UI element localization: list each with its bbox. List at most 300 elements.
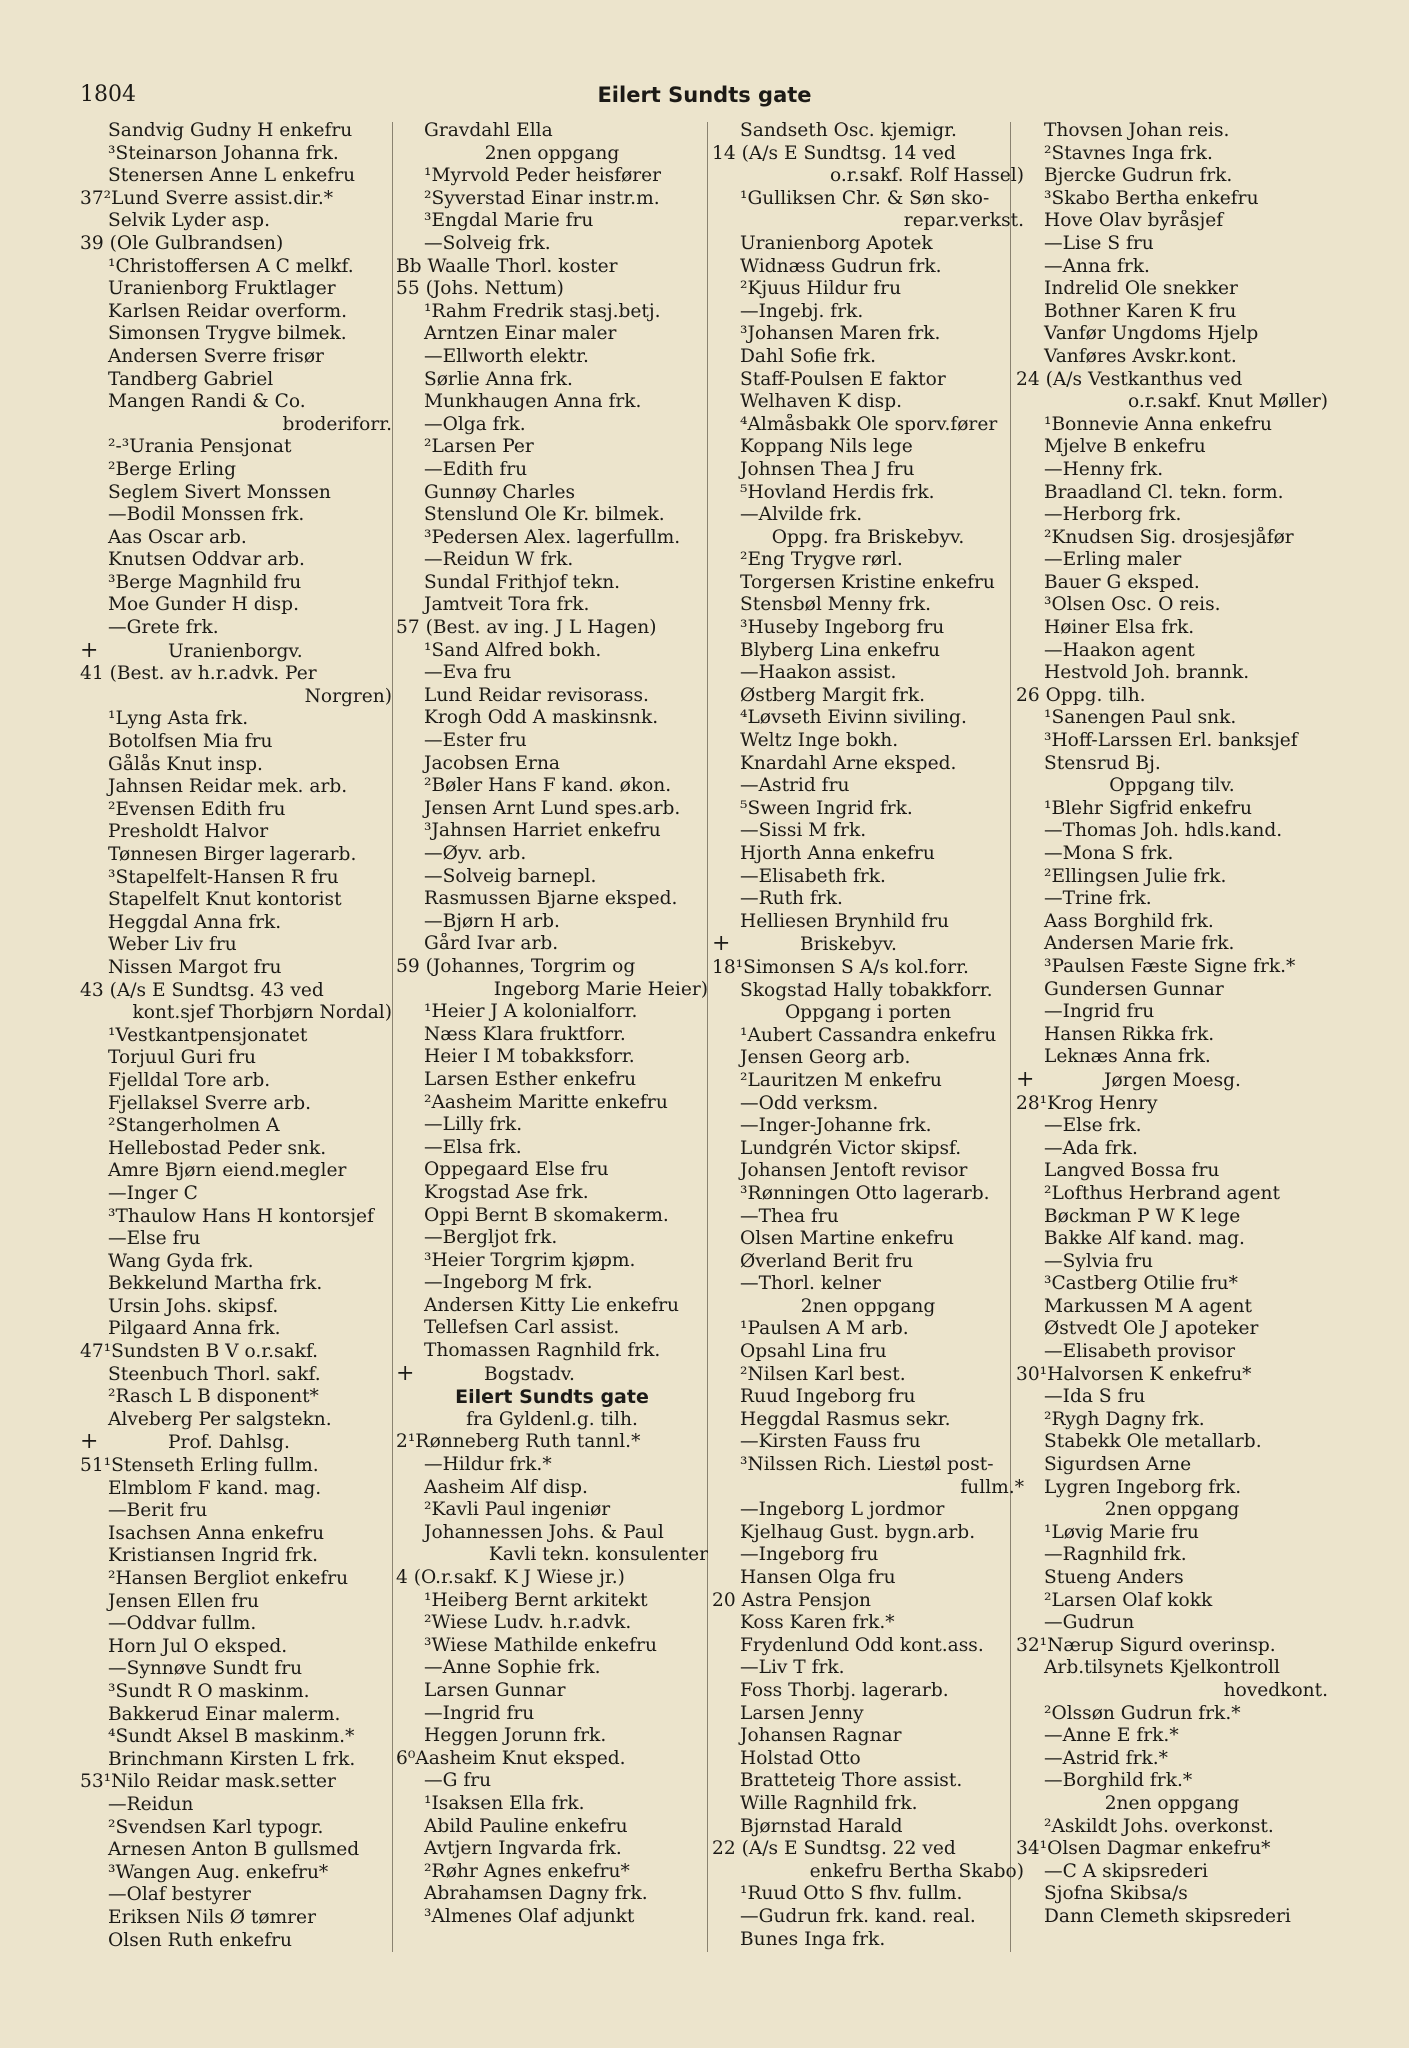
cross-street-label: Briskebyv. bbox=[800, 934, 897, 956]
directory-line: Larsen Esther enkefru bbox=[424, 1068, 637, 1090]
directory-line: Indrelid Ole snekker bbox=[1044, 278, 1238, 300]
directory-line: Koppang Nils lege bbox=[740, 436, 913, 458]
directory-line: —Elisabeth frk. bbox=[740, 865, 886, 887]
directory-line: ²Berge Erling bbox=[108, 458, 237, 480]
section-heading: Eilert Sundts gate bbox=[455, 1386, 649, 1409]
directory-line: —Anne Sophie frk. bbox=[424, 1657, 601, 1679]
directory-line: —Ada frk. bbox=[1044, 1137, 1138, 1159]
directory-line: 2nen oppgang bbox=[1104, 1499, 1240, 1521]
directory-line: Staff-Poulsen E faktor bbox=[740, 368, 946, 390]
directory-line: Brinchmann Kirsten L frk. bbox=[108, 1748, 356, 1770]
directory-line: Bakkerud Einar malerm. bbox=[108, 1703, 341, 1725]
directory-line: ²Knudsen Sig. drosjesjåfør bbox=[1044, 526, 1294, 548]
directory-line: ³Skabo Bertha enkefru bbox=[1044, 187, 1259, 209]
directory-line: 22 (A/s E Sundtsg. 22 ved bbox=[712, 1838, 956, 1860]
directory-line: ³Hoff-Larssen Erl. banksjef bbox=[1044, 730, 1298, 752]
directory-line: 55 (Johs. Nettum) bbox=[396, 278, 564, 300]
directory-line: —Hildur frk.* bbox=[424, 1454, 552, 1476]
directory-line: Steenbuch Thorl. sakf. bbox=[108, 1363, 321, 1385]
directory-line: Larsen Jenny bbox=[740, 1702, 864, 1724]
directory-line: ³Paulsen Fæste Signe frk.* bbox=[1044, 955, 1296, 977]
directory-line: —Inger-Johanne frk. bbox=[740, 1115, 932, 1137]
directory-line: 47¹Sundsten B V o.r.sakf. bbox=[80, 1341, 319, 1363]
directory-line: —Else fru bbox=[108, 1228, 201, 1250]
directory-line: Hellebostad Peder snk. bbox=[108, 1137, 327, 1159]
directory-line: Næss Klara fruktforr. bbox=[424, 1023, 626, 1045]
directory-line: Aas Oscar arb. bbox=[108, 526, 247, 548]
directory-line: Blyberg Lina enkefru bbox=[740, 639, 940, 661]
directory-line: Bekkelund Martha frk. bbox=[108, 1273, 323, 1295]
directory-line: Frydenlund Odd kont.ass. bbox=[740, 1634, 984, 1656]
directory-line: Thovsen Johan reis. bbox=[1044, 120, 1230, 141]
directory-line: 18¹Simonsen S A/s kol.forr. bbox=[712, 956, 969, 978]
directory-line: 43 (A/s E Sundtsg. 43 ved bbox=[80, 979, 324, 1001]
directory-line: —Astrid frk.* bbox=[1044, 1747, 1168, 1769]
directory-line: 57 (Best. av ing. J L Hagen) bbox=[396, 617, 657, 639]
directory-line: Jacobsen Erna bbox=[424, 752, 561, 774]
directory-line: Stueng Anders bbox=[1044, 1567, 1184, 1588]
directory-line: Oppgang tilv. bbox=[1109, 775, 1235, 797]
directory-line: Vanfør Ungdoms Hjelp bbox=[1044, 323, 1259, 345]
directory-line: ²Evensen Edith fru bbox=[108, 798, 286, 820]
directory-line: 4 (O.r.sakf. K J Wiese jr.) bbox=[396, 1567, 625, 1588]
directory-line: kont.sjef Thorbjørn Nordal) bbox=[132, 1002, 392, 1024]
directory-line: Hjorth Anna enkefru bbox=[740, 843, 935, 864]
directory-line: Heggdal Anna frk. bbox=[108, 911, 282, 933]
directory-line: Bauer G eksped. bbox=[1044, 571, 1200, 593]
directory-line: Mjelve B enkefru bbox=[1044, 436, 1206, 458]
directory-line: —Bodil Monssen frk. bbox=[108, 504, 305, 526]
directory-line: Braadland Cl. tekn. form. bbox=[1044, 481, 1284, 503]
page-header bbox=[0, 80, 1409, 110]
directory-line: —Ingeborg L jordmor bbox=[740, 1499, 945, 1521]
directory-line: Krogh Odd A maskinsnk. bbox=[424, 707, 659, 729]
directory-line: Bjercke Gudrun frk. bbox=[1044, 165, 1233, 187]
column-divider bbox=[392, 122, 393, 1952]
directory-line: ²Bøler Hans F kand. økon. bbox=[424, 775, 672, 797]
directory-line: Welhaven K disp. bbox=[740, 391, 903, 413]
directory-line: Jahnsen Reidar mek. arb. bbox=[108, 776, 348, 798]
directory-line: 2nen oppgang bbox=[800, 1295, 936, 1317]
directory-line: Seglem Sivert Monssen bbox=[108, 481, 331, 503]
directory-line: 53¹Nilo Reidar mask.setter bbox=[80, 1771, 336, 1793]
cross-icon: + bbox=[80, 1431, 99, 1455]
directory-line: —Alvilde frk. bbox=[740, 504, 863, 526]
directory-line: Amre Bjørn eiend.megler bbox=[108, 1160, 347, 1182]
directory-line: —Reidun W frk. bbox=[424, 549, 574, 571]
directory-line: Sørlie Anna frk. bbox=[424, 368, 573, 390]
directory-line: 20 Astra Pensjon bbox=[712, 1589, 872, 1611]
directory-line: ²Stangerholmen A bbox=[108, 1115, 280, 1137]
directory-line: Jensen Ellen fru bbox=[108, 1590, 259, 1612]
directory-line: Stenslund Ole Kr. bilmek. bbox=[424, 504, 665, 526]
directory-line: Pilgaard Anna frk. bbox=[108, 1318, 281, 1340]
directory-line: 32¹Nærup Sigurd overinsp. bbox=[1016, 1634, 1276, 1656]
directory-line: —Else frk. bbox=[1044, 1115, 1142, 1137]
directory-line: —Anna frk. bbox=[1044, 255, 1150, 277]
directory-line: ²Rasch L B disponent* bbox=[108, 1386, 319, 1408]
directory-line: 51¹Stenseth Erling fullm. bbox=[80, 1455, 319, 1477]
directory-line: —Berit fru bbox=[108, 1500, 208, 1522]
directory-line: Elmblom F kand. mag. bbox=[108, 1477, 322, 1499]
directory-line: —Thomas Joh. hdls.kand. bbox=[1044, 820, 1283, 842]
directory-line: Torgersen Kristine enkefru bbox=[740, 571, 995, 593]
directory-line: Uranienborg Fruktlager bbox=[108, 278, 336, 300]
directory-line: Nissen Margot fru bbox=[108, 956, 282, 978]
directory-line: —Lilly frk. bbox=[424, 1114, 523, 1136]
directory-line: —Elsa frk. bbox=[424, 1136, 522, 1158]
directory-line: hovedkont. bbox=[1223, 1679, 1328, 1701]
directory-line: ³Olsen Osc. O reis. bbox=[1044, 594, 1221, 616]
directory-line: Gård Ivar arb. bbox=[424, 933, 559, 955]
cross-icon: + bbox=[712, 933, 731, 957]
directory-line: Opsahl Lina fru bbox=[740, 1341, 887, 1363]
directory-line: Stapelfelt Knut kontorist bbox=[108, 889, 342, 911]
directory-line: Arb.tilsynets Kjelkontroll bbox=[1044, 1657, 1280, 1679]
directory-line: Koss Karen frk.* bbox=[740, 1612, 895, 1634]
directory-line: Tellefsen Carl assist. bbox=[424, 1317, 620, 1339]
directory-line: Tønnesen Birger lagerarb. bbox=[108, 844, 357, 865]
directory-line: ³Wangen Aug. enkefru* bbox=[108, 1861, 329, 1883]
directory-line: —Gudrun bbox=[1044, 1612, 1135, 1634]
directory-line: Thomassen Ragnhild frk. bbox=[424, 1340, 661, 1362]
directory-line: —Olaf bestyrer bbox=[108, 1884, 251, 1906]
directory-line: Stabekk Ole metallarb. bbox=[1044, 1431, 1262, 1453]
directory-line: 2¹Rønneberg Ruth tannl.* bbox=[396, 1431, 641, 1453]
directory-line: Johansen Jentoft revisor bbox=[740, 1160, 968, 1182]
directory-line: ³Stapelfelt-Hansen R fru bbox=[108, 866, 339, 888]
directory-line: Karlsen Reidar overform. bbox=[108, 300, 348, 322]
directory-line: ²Hansen Bergliot enkefru bbox=[108, 1568, 349, 1589]
directory-line: —Solveig barnepl. bbox=[424, 865, 597, 887]
directory-column-3 bbox=[712, 120, 1024, 1951]
directory-line: ¹Sand Alfred bokh. bbox=[424, 639, 602, 661]
directory-line: 14 (A/s E Sundtsg. 14 ved bbox=[712, 142, 956, 164]
directory-line: —Ellworth elektr. bbox=[424, 345, 589, 367]
directory-line: Stensrud Bj. bbox=[1044, 752, 1161, 774]
directory-line: ³Nilssen Rich. Liestøl post- bbox=[740, 1454, 994, 1476]
directory-line: —Mona S frk. bbox=[1044, 843, 1174, 864]
directory-line: ¹Gulliksen Chr. & Søn sko- bbox=[740, 187, 990, 209]
directory-line: Heggdal Rasmus sekr. bbox=[740, 1408, 951, 1430]
directory-line: —Bergljot frk. bbox=[424, 1227, 558, 1249]
directory-line: —Haakon agent bbox=[1044, 639, 1195, 661]
directory-line: Dahl Sofie frk. bbox=[740, 345, 877, 367]
directory-line: Oppegaard Else fru bbox=[424, 1159, 609, 1181]
directory-line: Knardahl Arne eksped. bbox=[740, 752, 957, 774]
directory-line: Bothner Karen K fru bbox=[1044, 300, 1237, 322]
directory-line: Kavli tekn. konsulenter bbox=[488, 1544, 708, 1566]
directory-line: ²Kavli Paul ingeniør bbox=[424, 1499, 611, 1521]
directory-line: ³Pedersen Alex. lagerfullm. bbox=[424, 526, 681, 548]
directory-line: —Lise S fru bbox=[1044, 232, 1154, 254]
directory-line: ²Lauritzen M enkefru bbox=[740, 1069, 942, 1091]
directory-line: ⁴Løvseth Eivinn siviling. bbox=[740, 707, 967, 729]
directory-line: Fjelldal Tore arb. bbox=[108, 1069, 271, 1091]
directory-line: —Ester fru bbox=[424, 730, 527, 752]
directory-line: ³Johansen Maren frk. bbox=[740, 323, 941, 345]
directory-line: Abild Pauline enkefru bbox=[424, 1815, 628, 1837]
directory-line: Johansen Ragnar bbox=[740, 1725, 902, 1747]
directory-line: ³Castberg Otilie fru* bbox=[1044, 1273, 1238, 1295]
directory-line: Andersen Sverre frisør bbox=[108, 345, 324, 367]
directory-line: Jensen Arnt Lund spes.arb. bbox=[424, 797, 681, 819]
directory-line: Heggen Jorunn frk. bbox=[424, 1725, 607, 1747]
directory-line: —Bjørn H arb. bbox=[424, 910, 560, 932]
directory-line: Skogstad Hally tobakkforr. bbox=[740, 979, 993, 1001]
directory-line: —Anne E frk.* bbox=[1044, 1725, 1179, 1747]
directory-line: ²Larsen Olaf kokk bbox=[1044, 1589, 1213, 1611]
directory-line: Vanføres Avskr.kont. bbox=[1044, 345, 1237, 367]
directory-line: —Synnøve Sundt fru bbox=[108, 1658, 303, 1680]
directory-line: —Ingebj. frk. bbox=[740, 300, 864, 322]
directory-line: Øverland Berit fru bbox=[740, 1250, 914, 1272]
directory-line: ¹Heier J A kolonialforr. bbox=[424, 1001, 638, 1023]
directory-line: broderiforr. bbox=[282, 413, 392, 435]
directory-line: —Thorl. kelner bbox=[740, 1273, 881, 1295]
directory-line: Weltz Inge bokh. bbox=[740, 730, 899, 752]
directory-line: ¹Vestkantpensjonatet bbox=[108, 1024, 308, 1046]
directory-line: —C A skipsrederi bbox=[1044, 1860, 1208, 1882]
directory-line: Oppi Bernt B skomakerm. bbox=[424, 1204, 669, 1226]
directory-line: —Odd verksm. bbox=[740, 1092, 879, 1114]
directory-line: Aass Borghild frk. bbox=[1044, 910, 1214, 932]
directory-line: Isachsen Anna enkefru bbox=[108, 1522, 325, 1544]
directory-line: Dann Clemeth skipsrederi bbox=[1044, 1905, 1291, 1927]
cross-street bbox=[80, 1431, 392, 1455]
directory-line: ²Lofthus Herbrand agent bbox=[1044, 1182, 1280, 1204]
directory-line: ²-³Urania Pensjonat bbox=[108, 436, 292, 458]
directory-line: ¹Christoffersen A C melkf. bbox=[108, 255, 354, 277]
directory-line: Wang Gyda frk. bbox=[108, 1250, 254, 1272]
directory-line: Sundal Frithjof tekn. bbox=[424, 571, 621, 593]
directory-line: ²Askildt Johs. overkonst. bbox=[1044, 1815, 1274, 1837]
directory-line: ³Wiese Mathilde enkefru bbox=[424, 1634, 657, 1656]
directory-line: o.r.sakf. Rolf Hassel) bbox=[830, 165, 1024, 187]
directory-line: —Trine frk. bbox=[1044, 888, 1152, 910]
cross-street-label: Jørgen Moesg. bbox=[1104, 1069, 1241, 1091]
cross-icon: + bbox=[396, 1362, 415, 1386]
directory-line: —Ragnhild frk. bbox=[1044, 1544, 1187, 1566]
directory-line: 39 (Ole Gulbrandsen) bbox=[80, 232, 284, 254]
directory-line: —Ruth frk. bbox=[740, 888, 843, 910]
directory-line: Lygren Ingeborg frk. bbox=[1044, 1476, 1242, 1498]
directory-line: Arntzen Einar maler bbox=[424, 323, 617, 345]
directory-line: —Sylvia fru bbox=[1044, 1250, 1153, 1272]
directory-line: Hansen Olga fru bbox=[740, 1567, 896, 1588]
directory-line: Johannessen Johs. & Paul bbox=[424, 1521, 664, 1543]
directory-column-1 bbox=[80, 120, 392, 1952]
directory-line: ²Kjuus Hildur fru bbox=[740, 278, 902, 300]
directory-line: —Erling maler bbox=[1044, 549, 1182, 571]
directory-line: —Thea fru bbox=[740, 1205, 839, 1227]
directory-line: Bratteteig Thore assist. bbox=[740, 1770, 963, 1792]
directory-line: Sjofna Skibsa/s bbox=[1044, 1883, 1188, 1905]
directory-line: ⁴Almåsbakk Ole sporv.fører bbox=[740, 413, 998, 435]
directory-line: 34¹Olsen Dagmar enkefru* bbox=[1016, 1838, 1271, 1860]
directory-line: fullm.* bbox=[960, 1476, 1024, 1498]
directory-line: —Liv T frk. bbox=[740, 1657, 845, 1679]
directory-line: Botolfsen Mia fru bbox=[108, 731, 273, 753]
directory-column-2 bbox=[396, 120, 708, 1929]
directory-line: Stensbøl Menny frk. bbox=[740, 594, 932, 616]
directory-line: Johnsen Thea J fru bbox=[740, 458, 915, 480]
directory-line: fra Gyldenl.g. tilh. bbox=[466, 1408, 638, 1430]
directory-line: Kristiansen Ingrid frk. bbox=[108, 1545, 318, 1567]
directory-line: Larsen Gunnar bbox=[424, 1679, 566, 1701]
directory-line: Stenersen Anne L enkefru bbox=[108, 165, 356, 187]
directory-line: Foss Thorbj. lagerarb. bbox=[740, 1679, 949, 1701]
directory-line: 6⁰Aasheim Knut eksped. bbox=[396, 1747, 626, 1769]
directory-column-4 bbox=[1016, 120, 1328, 1929]
directory-line: Gravdahl Ella bbox=[424, 120, 553, 141]
cross-street bbox=[712, 933, 1024, 957]
directory-line: ³Steinarson Johanna frk. bbox=[108, 142, 339, 164]
directory-line: Tandberg Gabriel bbox=[108, 368, 274, 390]
directory-line: —Astrid fru bbox=[740, 775, 850, 797]
directory-line: Presholdt Halvor bbox=[108, 821, 269, 843]
directory-line: ³Almenes Olaf adjunkt bbox=[424, 1905, 635, 1927]
directory-line: Sandvig Gudny H enkefru bbox=[108, 120, 353, 141]
directory-line: —Solveig frk. bbox=[424, 232, 551, 254]
cross-icon: + bbox=[80, 639, 99, 663]
directory-line: ¹Løvig Marie fru bbox=[1044, 1521, 1199, 1543]
directory-line: Alveberg Per salgstekn. bbox=[108, 1408, 332, 1430]
directory-line: Torjuul Guri fru bbox=[108, 1047, 256, 1069]
directory-line: 24 (A/s Vestkanthus ved bbox=[1016, 368, 1243, 390]
directory-line: ²Syverstad Einar instr.m. bbox=[424, 187, 660, 209]
cross-street-label: Uranienborgv. bbox=[168, 640, 303, 662]
directory-line: Østberg Margit frk. bbox=[740, 684, 926, 706]
directory-line: Oppg. fra Briskebyv. bbox=[771, 526, 965, 548]
directory-line: ²Røhr Agnes enkefru* bbox=[424, 1860, 630, 1882]
directory-line: —Inger C bbox=[108, 1182, 198, 1204]
directory-line: ¹Bonnevie Anna enkefru bbox=[1044, 413, 1273, 435]
directory-line: ²Olssøn Gudrun frk.* bbox=[1044, 1702, 1241, 1724]
directory-line: 59 (Johannes, Torgrim og bbox=[396, 955, 636, 977]
directory-line: 28¹Krog Henry bbox=[1016, 1092, 1158, 1114]
directory-line: Uranienborg Apotek bbox=[740, 232, 933, 254]
directory-line: Bøckman P W K lege bbox=[1044, 1205, 1241, 1227]
directory-line: Selvik Lyder asp. bbox=[108, 210, 270, 232]
directory-line: Widnæss Gudrun frk. bbox=[740, 255, 942, 277]
directory-line: Norgren) bbox=[304, 685, 392, 707]
directory-line: ³Jahnsen Harriet enkefru bbox=[424, 820, 661, 842]
directory-line: ²Rygh Dagny frk. bbox=[1044, 1408, 1205, 1430]
directory-line: Munkhaugen Anna frk. bbox=[424, 391, 642, 413]
directory-line: Simonsen Trygve bilmek. bbox=[108, 323, 347, 345]
directory-line: Abrahamsen Dagny frk. bbox=[424, 1883, 648, 1905]
directory-line: —Grete frk. bbox=[108, 617, 219, 639]
cross-street-label: Prof. Dahlsg. bbox=[168, 1432, 290, 1454]
directory-line: —Ida S fru bbox=[1044, 1386, 1146, 1408]
directory-line: —Herborg frk. bbox=[1044, 504, 1182, 526]
directory-line: Avtjern Ingvarda frk. bbox=[424, 1838, 622, 1860]
directory-line: Wille Ragnhild frk. bbox=[740, 1792, 918, 1814]
directory-line: Østvedt Ole J apoteker bbox=[1044, 1318, 1259, 1340]
directory-line: 41 (Best. av h.r.advk. Per bbox=[80, 663, 317, 685]
directory-line: ²Aasheim Maritte enkefru bbox=[424, 1091, 668, 1113]
directory-line: —Ingrid fru bbox=[1044, 1001, 1155, 1023]
directory-line: ²Wiese Ludv. h.r.advk. bbox=[424, 1612, 632, 1634]
directory-line: Fjellaksel Sverre arb. bbox=[108, 1092, 312, 1114]
directory-line: —Oddvar fullm. bbox=[108, 1613, 257, 1635]
directory-line: Hove Olav byråsjef bbox=[1044, 210, 1224, 232]
directory-line: Hansen Rikka frk. bbox=[1044, 1023, 1215, 1045]
directory-line: ¹Myrvold Peder heisfører bbox=[424, 165, 662, 187]
directory-line: 26 Oppg. tilh. bbox=[1016, 684, 1146, 706]
directory-line: Bunes Inga frk. bbox=[740, 1928, 886, 1950]
directory-line: Bjørnstad Harald bbox=[740, 1815, 903, 1837]
directory-line: —Kirsten Fauss fru bbox=[740, 1431, 921, 1453]
directory-line: Arnesen Anton B gullsmed bbox=[108, 1839, 360, 1861]
directory-line: Gunnøy Charles bbox=[424, 481, 576, 503]
directory-line: ¹Heiberg Bernt arkitekt bbox=[424, 1589, 648, 1611]
directory-line: Oppgang i porten bbox=[784, 1002, 952, 1024]
directory-line: Jamtveit Tora frk. bbox=[424, 594, 590, 616]
directory-line: —Haakon assist. bbox=[740, 662, 897, 684]
directory-line: Bb Waalle Thorl. koster bbox=[396, 255, 618, 277]
cross-street bbox=[80, 640, 392, 664]
directory-line: ³Huseby Ingeborg fru bbox=[740, 617, 945, 639]
directory-line: Rasmussen Bjarne eksped. bbox=[424, 888, 678, 910]
directory-line: Jensen Georg arb. bbox=[740, 1047, 911, 1069]
directory-line: —Ingeborg fru bbox=[740, 1544, 879, 1566]
directory-line: Mangen Randi & Co. bbox=[108, 391, 306, 413]
directory-line: Andersen Kitty Lie enkefru bbox=[424, 1294, 680, 1316]
directory-line: Gundersen Gunnar bbox=[1044, 978, 1224, 1000]
cross-street bbox=[396, 1363, 708, 1387]
directory-line: Ursin Johs. skipsf. bbox=[108, 1295, 279, 1317]
directory-line: —Borghild frk.* bbox=[1044, 1770, 1193, 1792]
directory-line: ¹Isaksen Ella frk. bbox=[424, 1792, 585, 1814]
cross-street bbox=[1016, 1069, 1328, 1093]
directory-line: Langved Bossa fru bbox=[1044, 1160, 1220, 1182]
directory-line: Lundgrén Victor skipsf. bbox=[740, 1137, 962, 1159]
directory-line: ⁴Sundt Aksel B maskinm.* bbox=[108, 1726, 355, 1748]
page-number: 1804 bbox=[80, 82, 136, 107]
directory-line: ³Heier Torgrim kjøpm. bbox=[424, 1249, 636, 1271]
directory-line: ³Berge Magnhild fru bbox=[108, 571, 302, 593]
directory-line: —Reidun bbox=[108, 1793, 194, 1815]
directory-line: Leknæs Anna frk. bbox=[1044, 1046, 1211, 1068]
directory-line: ²Nilsen Karl best. bbox=[740, 1363, 906, 1385]
directory-line: Høiner Elsa frk. bbox=[1044, 617, 1195, 639]
directory-line: o.r.sakf. Knut Møller) bbox=[1128, 391, 1328, 413]
directory-line: Weber Liv fru bbox=[108, 934, 237, 956]
directory-line: ⁵Hovland Herdis frk. bbox=[740, 481, 935, 503]
directory-line: —Elisabeth provisor bbox=[1044, 1341, 1236, 1363]
directory-line: 30¹Halvorsen K enkefru* bbox=[1016, 1363, 1252, 1385]
directory-line: Olsen Ruth enkefru bbox=[108, 1929, 292, 1951]
directory-line: ³Engdal Marie fru bbox=[424, 210, 594, 232]
directory-line: ³Thaulow Hans H kontorsjef bbox=[108, 1205, 374, 1227]
directory-line: —Olga frk. bbox=[424, 413, 526, 435]
directory-line: Horn Jul O eksped. bbox=[108, 1635, 288, 1657]
directory-line: Andersen Marie frk. bbox=[1044, 933, 1235, 955]
directory-line: ¹Paulsen A M arb. bbox=[740, 1318, 909, 1340]
directory-line: Holstad Otto bbox=[740, 1747, 861, 1769]
directory-line: ²Svendsen Karl typogr. bbox=[108, 1816, 324, 1838]
directory-line: ¹Rahm Fredrik stasj.betj. bbox=[424, 300, 661, 322]
directory-line: Knutsen Oddvar arb. bbox=[108, 549, 305, 571]
directory-line: —Øyv. arb. bbox=[424, 843, 527, 864]
cross-icon: + bbox=[1016, 1068, 1035, 1092]
directory-line: Gålås Knut insp. bbox=[108, 753, 263, 775]
directory-line: Sigurdsen Arne bbox=[1044, 1454, 1192, 1476]
directory-line: ¹Aubert Cassandra enkefru bbox=[740, 1024, 997, 1046]
directory-line: enkefru Bertha Skabo) bbox=[809, 1860, 1024, 1882]
